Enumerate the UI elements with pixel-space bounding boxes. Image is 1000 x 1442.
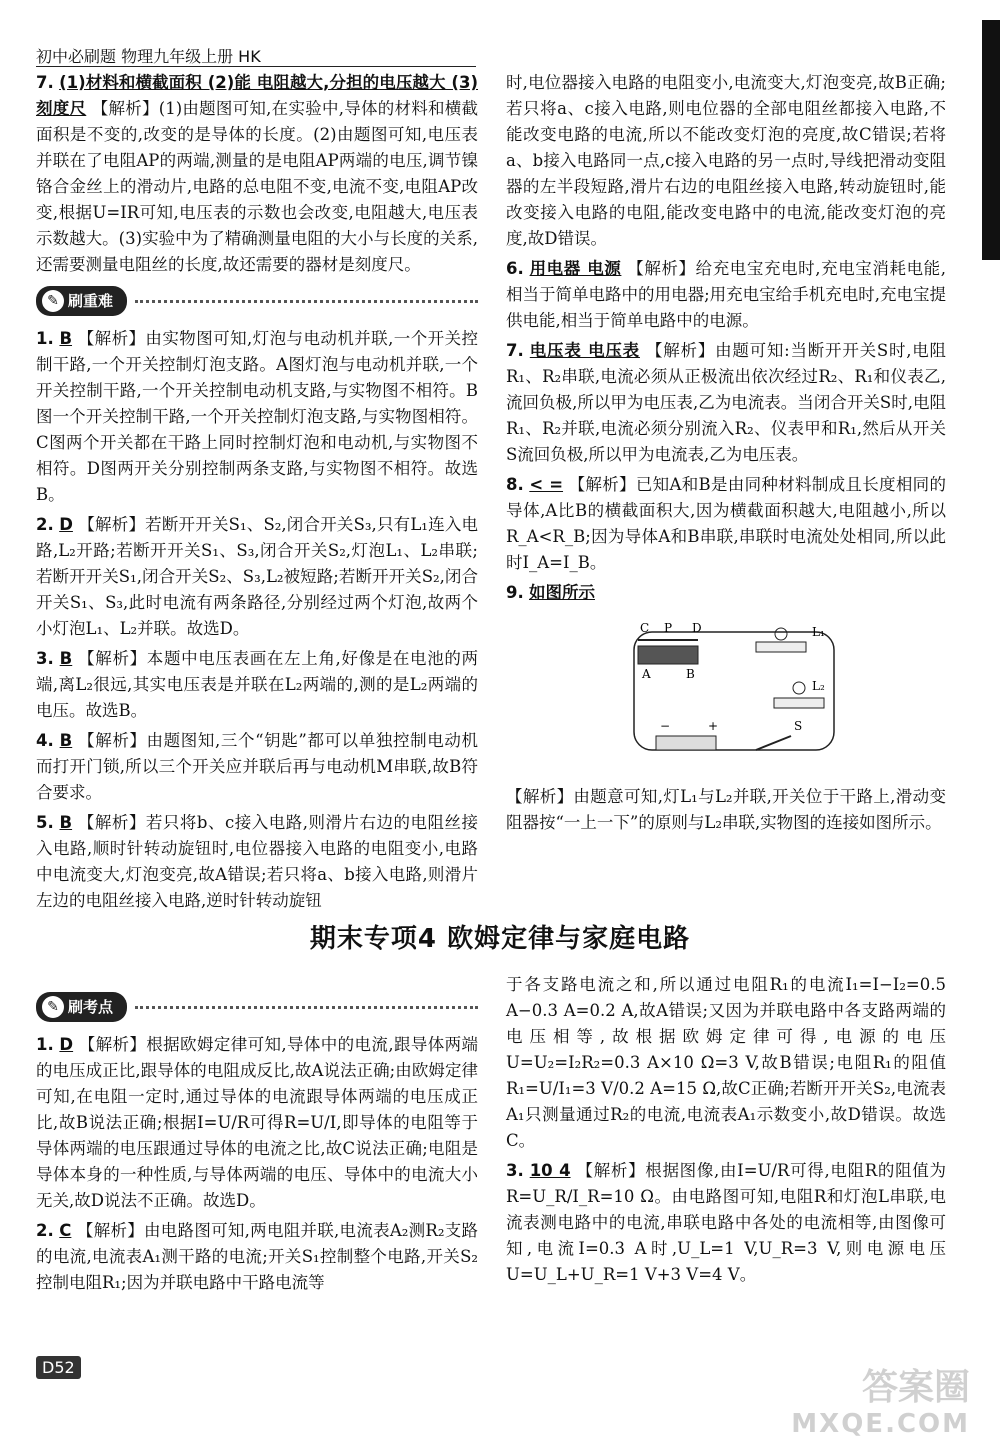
analysis-text: 若断开开关S₁、S₂,闭合开关S₃,只有L₁连入电路,L₂开路;若断开开关S₁、S₃,闭合开关S₂,灯泡L₁、L₂串联;若断开开关S₁,闭合开关S₂、S₃,L₂被短路;若断开开关S₂,闭合开关S₁、S₃,此时电流有两条路径,分别经过两个灯泡,故两个小灯泡L₁、L₂并联。故选D。	[36, 515, 479, 638]
label-s: S	[794, 719, 803, 733]
answer-number: 8.	[506, 475, 524, 494]
answer-key: D	[59, 515, 73, 534]
pencil-icon: ✎	[42, 290, 64, 312]
answer-item	[506, 70, 946, 252]
watermark-logo	[791, 1367, 970, 1442]
analysis-text: 【解析】(1)由题图可知,在实验中,导体的材料和横截面积是不变的,改变的是导体的长度。(2)由题图可知,电压表并联在了电阻AP的两端,测量的是电阻AP两端的电压,调节镍铬合金丝上的滑动片,电路的总电阻不变,电流不变,电阻AP改变,根据U=IR可知,电压表的示数也会改变,电阻越大,电压表示数越大。(3)实验中为了精确测量电阻的大小与长度的关系,还需要测量电阻丝的长度,故还需要的器材是刻度尺。	[36, 99, 478, 274]
analysis-text: 由实物图可知,灯泡与电动机并联,一个开关控制干路,一个开关控制灯泡支路。A图灯泡与电动机并联,一个开关控制干路,一个开关控制电动机支路,与实物图不相符。B图一个开关控制干路,一个开关控制灯泡支路,与实物图相符。C图两个开关都在干路上同时控制灯泡和电动机,与实物图不相符。D图两开关分别控制两条支路,与实物图不相符。故选B。	[36, 329, 479, 504]
answer-number: 7.	[36, 73, 54, 92]
answer-number: 1.	[36, 1035, 54, 1054]
answer-key: 10 4	[529, 1161, 571, 1180]
badge-hard-label: 刷重难	[68, 292, 114, 310]
badge-row-hard	[36, 286, 478, 316]
analysis-text: 【解析】已知A和B是由同种材料制成且长度相同的导体,A比B的横截面积大,因为横截面积越大,电阻越小,所以R_A<R_B;因为导体A和B串联,串联时电流处处相同,所以此时I_A=I_B。	[506, 475, 946, 572]
top-right-items	[506, 70, 946, 606]
top-left-items	[36, 70, 478, 278]
answer-item	[506, 472, 946, 576]
analysis-text: 由题图知,三个“钥匙”都可以单独控制电动机而打开门锁,所以三个开关应并联后再与电动机M串联,故B符合要求。	[36, 731, 479, 802]
answer-key: B	[59, 813, 73, 832]
label-minus: −	[660, 719, 671, 733]
header-rule	[36, 66, 476, 67]
answer-item	[506, 338, 946, 468]
switch-lever	[756, 736, 791, 750]
answer-number: 4.	[36, 731, 54, 750]
answer-item	[36, 512, 478, 642]
answer-key: B	[59, 649, 73, 668]
answer-key: D	[59, 1035, 74, 1054]
answer-key: B	[59, 329, 73, 348]
figure-explanation: 【解析】由题意可知,灯L₁与L₂并联,开关位于干路上,滑动变阻器按“一上一下”的原则与L₂串联,实物图的连接如图所示。	[506, 787, 946, 832]
badge-points-label: 刷考点	[68, 998, 114, 1016]
analysis-tag: 【解析】	[77, 813, 146, 832]
column-left-bottom	[36, 984, 478, 1300]
points-left-items	[36, 1032, 478, 1296]
watermark-line1: 答案圈	[861, 1367, 970, 1408]
bulb-l1-icon	[775, 628, 787, 640]
hard-left-items	[36, 326, 478, 914]
answer-number: 2.	[36, 515, 54, 534]
pencil-icon: ✎	[42, 996, 64, 1018]
label-b: B	[686, 667, 695, 681]
analysis-text: 若只将b、c接入电路,则滑片右边的电阻丝接入电路,顺时针转动旋钮时,电位器接入电路的电阻变小,电路中电流变大,灯泡变亮,故A错误;若只将a、b接入电路,则滑片左边的电阻丝接入电路,逆时针转动旋钮	[36, 813, 478, 910]
analysis-text: 由电路图可知,两电阻并联,电流表A₂测R₂支路的电流,电流表A₁测干路的电流;开关S₁控制整个电路,开关S₂控制电阻R₁;因为并联电路中干路电流等	[36, 1221, 479, 1292]
analysis-tag: 【解析】	[76, 1221, 145, 1240]
answer-item	[36, 326, 478, 508]
points-right-items	[506, 972, 946, 1288]
answer-item	[36, 728, 478, 806]
analysis-text: 于各支路电流之和,所以通过电阻R₁的电流I₁=I−I₂=0.5 A−0.3 A=0.2 A,故A错误;又因为并联电路中各支路两端的电压相等,故根据欧姆定律可得,电源的电压U=U₂=I₂R₂=0.3 A×10 Ω=3 V,故B错误;电阻R₁的阻值R₁=U/I₁=3 V/0.2 A=15 Ω,故C正确;若断开开关S₂,电流表A₁只测量通过R₂的电流,电流表A₁示数变小,故D错误。故选C。	[506, 975, 946, 1150]
badge-hard	[36, 286, 127, 316]
label-p: P	[664, 621, 673, 635]
answer-item	[506, 972, 946, 1154]
answer-item	[36, 646, 478, 724]
label-d: D	[692, 621, 702, 635]
analysis-tag: 【解析】	[78, 515, 146, 534]
answer-number: 3.	[506, 1161, 524, 1180]
answer-number: 5.	[36, 813, 54, 832]
badge-points	[36, 992, 127, 1022]
answer-key: 如图所示	[529, 583, 595, 602]
column-right-top	[506, 70, 946, 840]
answer-key: < =	[529, 475, 564, 494]
running-header: 初中必刷题 物理九年级上册 HK	[36, 47, 261, 66]
answer-item	[36, 1032, 478, 1214]
answer-key: 用电器 电源	[529, 259, 622, 278]
answer-number: 9.	[506, 583, 524, 602]
dotted-divider	[135, 1006, 478, 1009]
dotted-divider	[135, 300, 478, 303]
answer-item	[506, 580, 946, 606]
bulb-l2-icon	[793, 682, 805, 694]
side-tab	[982, 20, 1000, 260]
section-title: 期末专项4 欧姆定律与家庭电路	[309, 924, 691, 954]
lamp-base-l1	[756, 642, 806, 652]
answer-number: 2.	[36, 1221, 54, 1240]
answer-number: 3.	[36, 649, 54, 668]
analysis-tag: 【解析】	[78, 1035, 147, 1054]
label-l1: L₁	[812, 625, 825, 639]
analysis-text: 【解析】由题可知:当断开开关S时,电阻R₁、R₂串联,电流必须从正极流出依次经过R₂、R₁和仪表乙,流回负极,所以甲为电压表,乙为电流表。当闭合开关S时,电阻R₁、R₂并联,电流必须分别流入R₂、仪表甲和R₁,然后从开关S流回负极,所以甲为电流表,乙为电压表。	[506, 341, 947, 464]
answer-key: (1)材料和横截面积 (2)能 电阻越大,分担的电压越大 (3)刻度尺	[36, 73, 478, 118]
answer-item	[36, 70, 478, 278]
analysis-text: 本题中电压表画在左上角,好像是在电池的两端,离L₂很远,其实电压表是并联在L₂两端的,测的是L₂两端的电压。故选B。	[36, 649, 479, 720]
answer-number: 6.	[506, 259, 524, 278]
answer-number: 7.	[506, 341, 524, 360]
answer-item	[506, 1158, 946, 1288]
circuit-figure	[616, 618, 846, 768]
badge-row-points	[36, 992, 478, 1022]
analysis-tag: 【解析】	[77, 329, 146, 348]
answer-number: 1.	[36, 329, 54, 348]
battery	[656, 736, 716, 750]
label-l2: L₂	[812, 679, 825, 693]
answer-key: C	[59, 1221, 72, 1240]
analysis-text: 时,电位器接入电路的电阻变小,电流变大,灯泡变亮,故B正确;若只将a、c接入电路,则电位器的全部电阻丝都接入电路,不能改变电路的电流,所以不能改变灯泡的亮度,故C错误;若将a、b接入电路同一点,c接入电路的另一点时,导线把滑动变阻器的左半段短路,滑片右边的电阻丝接入电路,转动旋钮时,能改变接入电路的电阻,能改变电路中的电流,能改变灯泡的亮度,故D错误。	[506, 73, 946, 248]
label-plus: +	[708, 719, 719, 733]
answer-key: B	[59, 731, 73, 750]
answer-key: 电压表 电压表	[529, 341, 640, 360]
rheostat	[638, 646, 698, 664]
label-a: A	[642, 667, 651, 681]
answer-item	[506, 256, 946, 334]
analysis-tag: 【解析】	[78, 731, 147, 750]
page-number: D52	[36, 1356, 81, 1379]
analysis-text: 根据欧姆定律可知,导体中的电流,跟导体两端的电压成正比,跟导体的电阻成反比,故A说法正确;由欧姆定律可知,在电阻一定时,通过导体的电流跟导体两端的电压成正比,故B说法正确;根据I=U/R可得R=U/I,即导体的电阻等于导体两端的电压跟通过导体的电流之比,故C说法正确;电阻是导体本身的一种性质,与导体两端的电压、导体中的电流大小无关,故D说法不正确。故选D。	[36, 1035, 478, 1210]
lamp-base-l2	[774, 698, 824, 708]
analysis-tag: 【解析】	[78, 649, 147, 668]
answer-item	[36, 810, 478, 914]
column-right-bottom	[506, 972, 946, 1292]
watermark-line2: MXQE.COM	[791, 1409, 970, 1439]
label-c: C	[640, 621, 650, 635]
column-left-top	[36, 70, 478, 918]
analysis-text: 【解析】给充电宝充电时,充电宝消耗电能,相当于简单电路中的用电器;用充电宝给手机充电时,充电宝提供电能,相当于简单电路中的电源。	[506, 259, 946, 330]
answer-item	[36, 1218, 478, 1296]
analysis-text: 【解析】根据图像,由I=U/R可得,电阻R的阻值为R=U_R/I_R=10 Ω。由电路图可知,电阻R和灯泡L串联,电流表测电路中的电流,串联电路中各处的电流相等,由图像可知,电流I=0.3 A时,U_L=1 V,U_R=3 V,则电源电压U=U_L+U_R=1 V+3 V=4 V。	[506, 1161, 946, 1284]
